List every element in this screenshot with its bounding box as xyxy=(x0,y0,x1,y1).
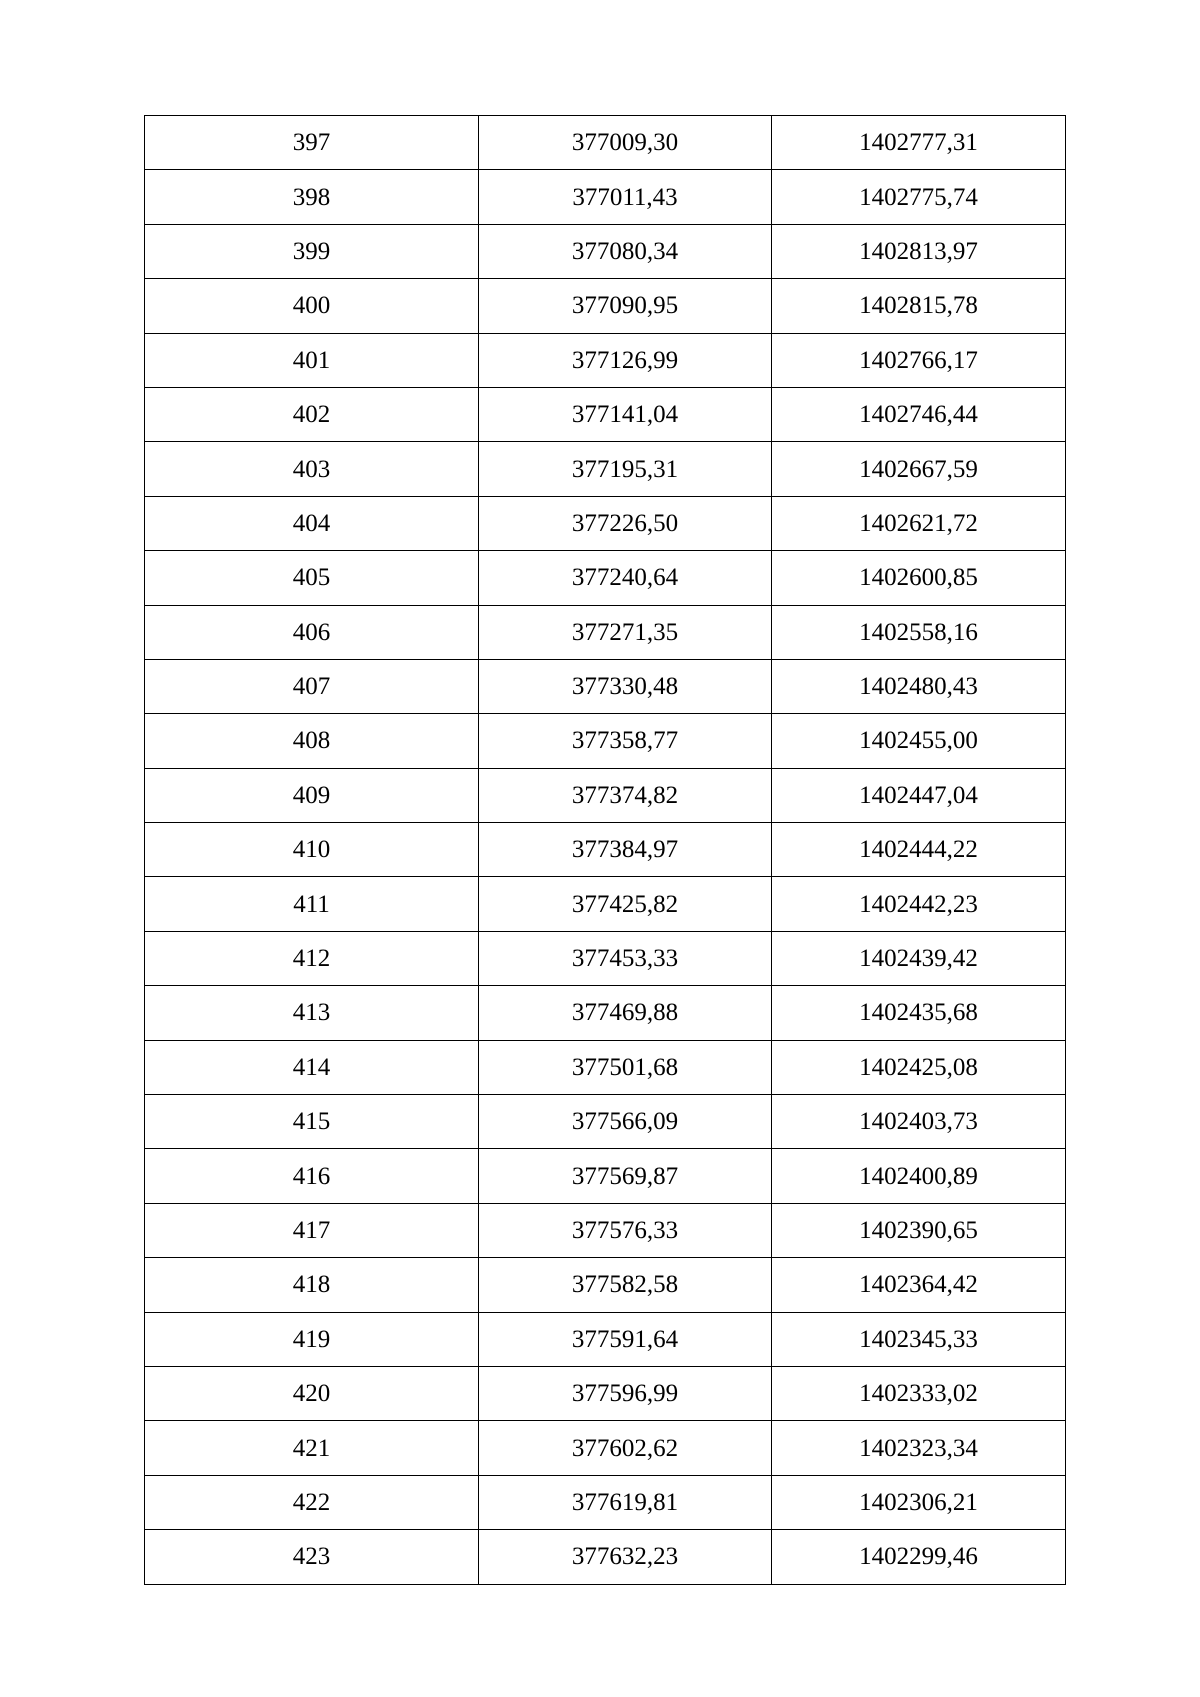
table-row xyxy=(145,659,1066,713)
y-coordinate-cell: 1402333,02 xyxy=(772,1366,1066,1420)
x-coordinate-cell: 377591,64 xyxy=(479,1312,772,1366)
point-number-cell: 408 xyxy=(145,714,479,768)
point-number-cell: 409 xyxy=(145,768,479,822)
point-number-cell: 398 xyxy=(145,170,479,224)
table-row xyxy=(145,1095,1066,1149)
table-row xyxy=(145,986,1066,1040)
x-coordinate-cell: 377374,82 xyxy=(479,768,772,822)
y-coordinate-cell: 1402621,72 xyxy=(772,496,1066,550)
table-row xyxy=(145,1366,1066,1420)
point-number-cell: 407 xyxy=(145,659,479,713)
point-number-cell: 405 xyxy=(145,551,479,605)
y-coordinate-cell: 1402455,00 xyxy=(772,714,1066,768)
x-coordinate-cell: 377501,68 xyxy=(479,1040,772,1094)
y-coordinate-cell: 1402775,74 xyxy=(772,170,1066,224)
x-coordinate-cell: 377080,34 xyxy=(479,224,772,278)
point-number-cell: 400 xyxy=(145,279,479,333)
y-coordinate-cell: 1402390,65 xyxy=(772,1203,1066,1257)
coordinates-table-body xyxy=(145,116,1066,1585)
y-coordinate-cell: 1402323,34 xyxy=(772,1421,1066,1475)
x-coordinate-cell: 377358,77 xyxy=(479,714,772,768)
y-coordinate-cell: 1402447,04 xyxy=(772,768,1066,822)
point-number-cell: 403 xyxy=(145,442,479,496)
table-row xyxy=(145,1203,1066,1257)
table-row xyxy=(145,116,1066,170)
y-coordinate-cell: 1402435,68 xyxy=(772,986,1066,1040)
table-row xyxy=(145,496,1066,550)
point-number-cell: 418 xyxy=(145,1258,479,1312)
y-coordinate-cell: 1402667,59 xyxy=(772,442,1066,496)
y-coordinate-cell: 1402306,21 xyxy=(772,1475,1066,1529)
point-number-cell: 399 xyxy=(145,224,479,278)
point-number-cell: 414 xyxy=(145,1040,479,1094)
y-coordinate-cell: 1402345,33 xyxy=(772,1312,1066,1366)
x-coordinate-cell: 377009,30 xyxy=(479,116,772,170)
y-coordinate-cell: 1402558,16 xyxy=(772,605,1066,659)
x-coordinate-cell: 377330,48 xyxy=(479,659,772,713)
y-coordinate-cell: 1402439,42 xyxy=(772,931,1066,985)
point-number-cell: 419 xyxy=(145,1312,479,1366)
point-number-cell: 401 xyxy=(145,333,479,387)
x-coordinate-cell: 377226,50 xyxy=(479,496,772,550)
table-row xyxy=(145,442,1066,496)
table-row xyxy=(145,387,1066,441)
table-row xyxy=(145,605,1066,659)
y-coordinate-cell: 1402815,78 xyxy=(772,279,1066,333)
y-coordinate-cell: 1402299,46 xyxy=(772,1530,1066,1584)
table-row xyxy=(145,279,1066,333)
x-coordinate-cell: 377271,35 xyxy=(479,605,772,659)
point-number-cell: 417 xyxy=(145,1203,479,1257)
y-coordinate-cell: 1402400,89 xyxy=(772,1149,1066,1203)
x-coordinate-cell: 377632,23 xyxy=(479,1530,772,1584)
point-number-cell: 421 xyxy=(145,1421,479,1475)
x-coordinate-cell: 377195,31 xyxy=(479,442,772,496)
point-number-cell: 422 xyxy=(145,1475,479,1529)
point-number-cell: 406 xyxy=(145,605,479,659)
y-coordinate-cell: 1402746,44 xyxy=(772,387,1066,441)
table-row xyxy=(145,1312,1066,1366)
y-coordinate-cell: 1402425,08 xyxy=(772,1040,1066,1094)
coordinates-table xyxy=(144,115,1066,1585)
table-row xyxy=(145,1421,1066,1475)
point-number-cell: 411 xyxy=(145,877,479,931)
y-coordinate-cell: 1402403,73 xyxy=(772,1095,1066,1149)
point-number-cell: 413 xyxy=(145,986,479,1040)
point-number-cell: 404 xyxy=(145,496,479,550)
table-row xyxy=(145,551,1066,605)
point-number-cell: 412 xyxy=(145,931,479,985)
table-row xyxy=(145,170,1066,224)
point-number-cell: 423 xyxy=(145,1530,479,1584)
x-coordinate-cell: 377425,82 xyxy=(479,877,772,931)
table-row xyxy=(145,1530,1066,1584)
x-coordinate-cell: 377569,87 xyxy=(479,1149,772,1203)
x-coordinate-cell: 377384,97 xyxy=(479,823,772,877)
x-coordinate-cell: 377596,99 xyxy=(479,1366,772,1420)
x-coordinate-cell: 377453,33 xyxy=(479,931,772,985)
x-coordinate-cell: 377011,43 xyxy=(479,170,772,224)
x-coordinate-cell: 377582,58 xyxy=(479,1258,772,1312)
table-row xyxy=(145,823,1066,877)
y-coordinate-cell: 1402442,23 xyxy=(772,877,1066,931)
x-coordinate-cell: 377240,64 xyxy=(479,551,772,605)
x-coordinate-cell: 377141,04 xyxy=(479,387,772,441)
table-row xyxy=(145,333,1066,387)
x-coordinate-cell: 377566,09 xyxy=(479,1095,772,1149)
y-coordinate-cell: 1402600,85 xyxy=(772,551,1066,605)
y-coordinate-cell: 1402444,22 xyxy=(772,823,1066,877)
table-row xyxy=(145,1149,1066,1203)
table-row xyxy=(145,768,1066,822)
table-row xyxy=(145,224,1066,278)
table-row xyxy=(145,877,1066,931)
y-coordinate-cell: 1402777,31 xyxy=(772,116,1066,170)
y-coordinate-cell: 1402813,97 xyxy=(772,224,1066,278)
point-number-cell: 415 xyxy=(145,1095,479,1149)
x-coordinate-cell: 377469,88 xyxy=(479,986,772,1040)
point-number-cell: 397 xyxy=(145,116,479,170)
table-row xyxy=(145,1475,1066,1529)
table-row xyxy=(145,1258,1066,1312)
table-row xyxy=(145,931,1066,985)
x-coordinate-cell: 377619,81 xyxy=(479,1475,772,1529)
x-coordinate-cell: 377090,95 xyxy=(479,279,772,333)
y-coordinate-cell: 1402364,42 xyxy=(772,1258,1066,1312)
point-number-cell: 420 xyxy=(145,1366,479,1420)
table-row xyxy=(145,1040,1066,1094)
y-coordinate-cell: 1402766,17 xyxy=(772,333,1066,387)
point-number-cell: 410 xyxy=(145,823,479,877)
x-coordinate-cell: 377126,99 xyxy=(479,333,772,387)
x-coordinate-cell: 377602,62 xyxy=(479,1421,772,1475)
table-row xyxy=(145,714,1066,768)
point-number-cell: 402 xyxy=(145,387,479,441)
x-coordinate-cell: 377576,33 xyxy=(479,1203,772,1257)
y-coordinate-cell: 1402480,43 xyxy=(772,659,1066,713)
point-number-cell: 416 xyxy=(145,1149,479,1203)
